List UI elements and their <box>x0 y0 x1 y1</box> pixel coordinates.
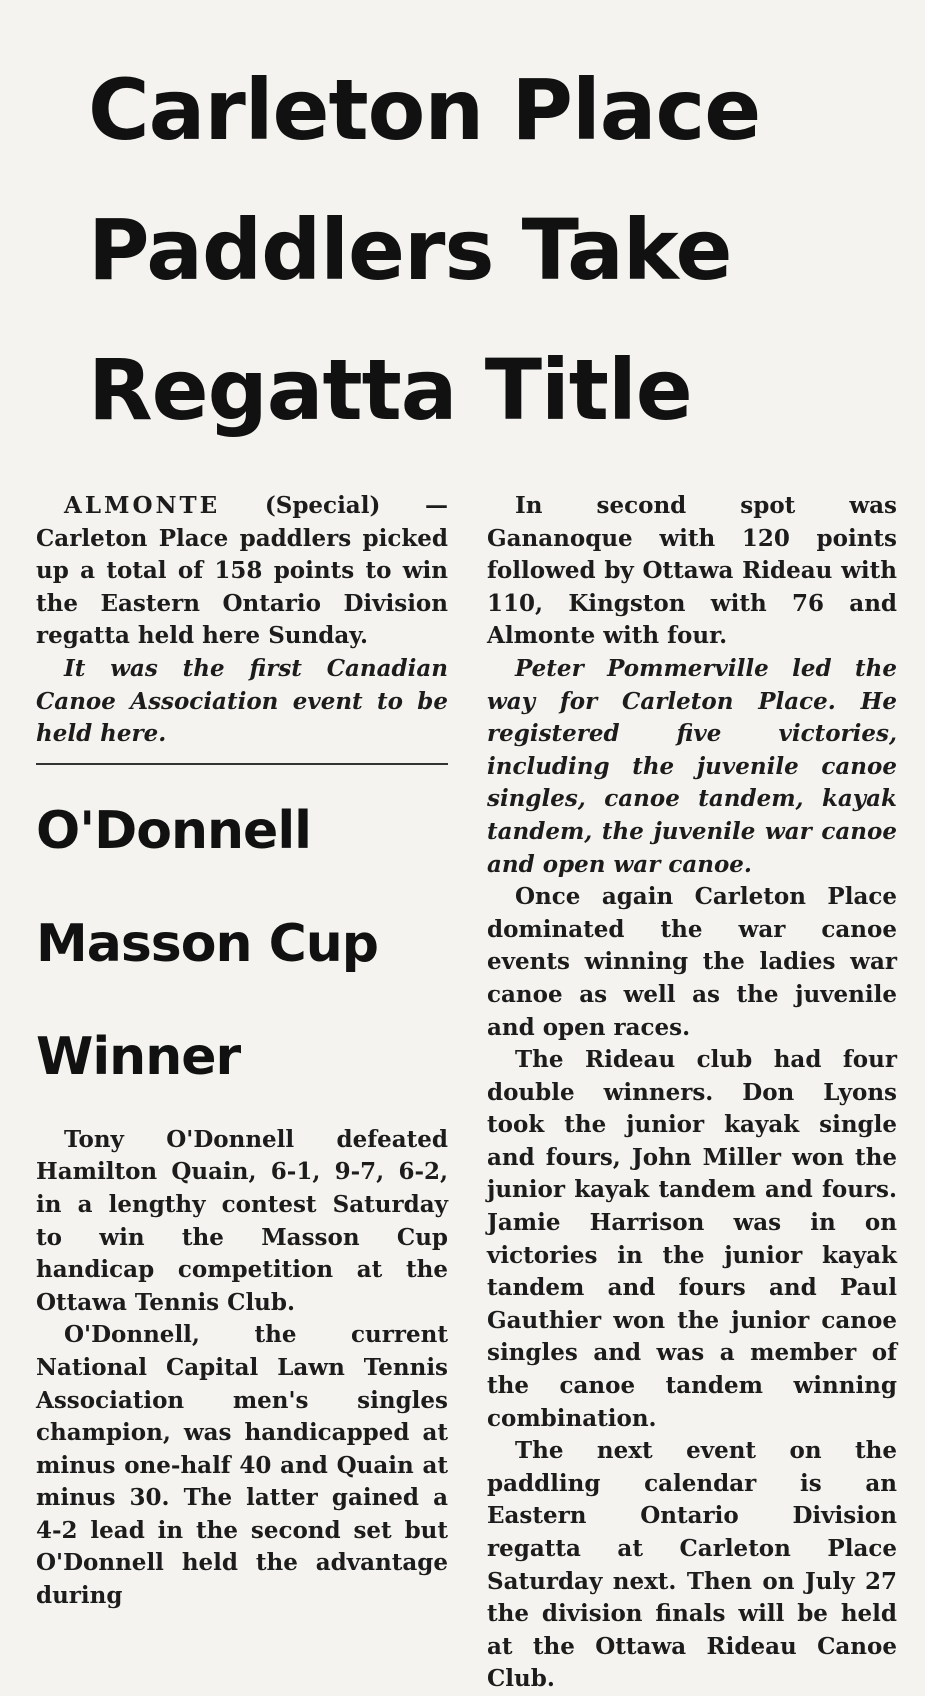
right-column <box>487 490 897 1696</box>
headline-line-2: Paddlers Take <box>88 201 732 299</box>
dateline: ALMONTE <box>64 492 221 519</box>
regatta-paragraph-1-text: (Special) — Carleton Place paddlers picked up a total of 158 points to win the Eastern Ontario Division regatta held here Sunday. <box>36 492 448 650</box>
regatta-paragraph-4: Peter Pommerville led the way for Carleton Place. He registered five victories, including the juvenile canoe singles, canoe tandem, kayak tandem, the juvenile war canoe and open war canoe. <box>487 654 897 878</box>
subhead <box>36 775 448 1114</box>
subhead-line-1: O'Donnell <box>36 800 311 861</box>
regatta-paragraph-6: The Rideau club had four double winners. Don Lyons took the junior kayak single and fours, John Miller won the junior kayak tandem and fours. Jamie Harrison was in on victories in the junior kayak tandem and fours and Paul Gauthier won the junior canoe singles and was a member of the canoe tandem winning combination. <box>487 1046 897 1432</box>
headline <box>88 40 868 460</box>
regatta-paragraph-1 <box>36 490 448 653</box>
regatta-paragraph-2: It was the first Canadian Canoe Association event to be held here. <box>36 654 448 748</box>
column-divider-rule <box>36 763 448 765</box>
regatta-paragraph-3: In second spot was Gananoque with 120 points followed by Ottawa Rideau with 110, Kingston with 76 and Almonte with four. <box>487 492 897 650</box>
left-column <box>36 490 448 1613</box>
regatta-paragraph-7: The next event on the paddling calendar is an Eastern Ontario Division regatta at Carleton Place Saturday next. Then on July 27 the division finals will be held at the Ottawa Rideau Canoe Club. <box>487 1437 897 1693</box>
headline-line-3: Regatta Title <box>88 341 692 439</box>
tennis-paragraph-2: O'Donnell, the current National Capital Lawn Tennis Association men's singles champion, was handicapped at minus one-half 40 and Quain at minus 30. The latter gained a 4-2 lead in the second set but O'Donnell held the advantage during <box>36 1321 448 1610</box>
headline-line-1: Carleton Place <box>88 61 761 159</box>
regatta-paragraph-5: Once again Carleton Place dominated the war canoe events winning the ladies war canoe as well as the juvenile and open races. <box>487 883 897 1041</box>
subhead-line-2: Masson Cup <box>36 913 378 974</box>
subhead-line-3: Winner <box>36 1026 241 1087</box>
tennis-paragraph-1: Tony O'Donnell defeated Hamilton Quain, 6-1, 9-7, 6-2, in a lengthy contest Saturday to win the Masson Cup handicap competition at the Ottawa Tennis Club. <box>36 1125 448 1316</box>
